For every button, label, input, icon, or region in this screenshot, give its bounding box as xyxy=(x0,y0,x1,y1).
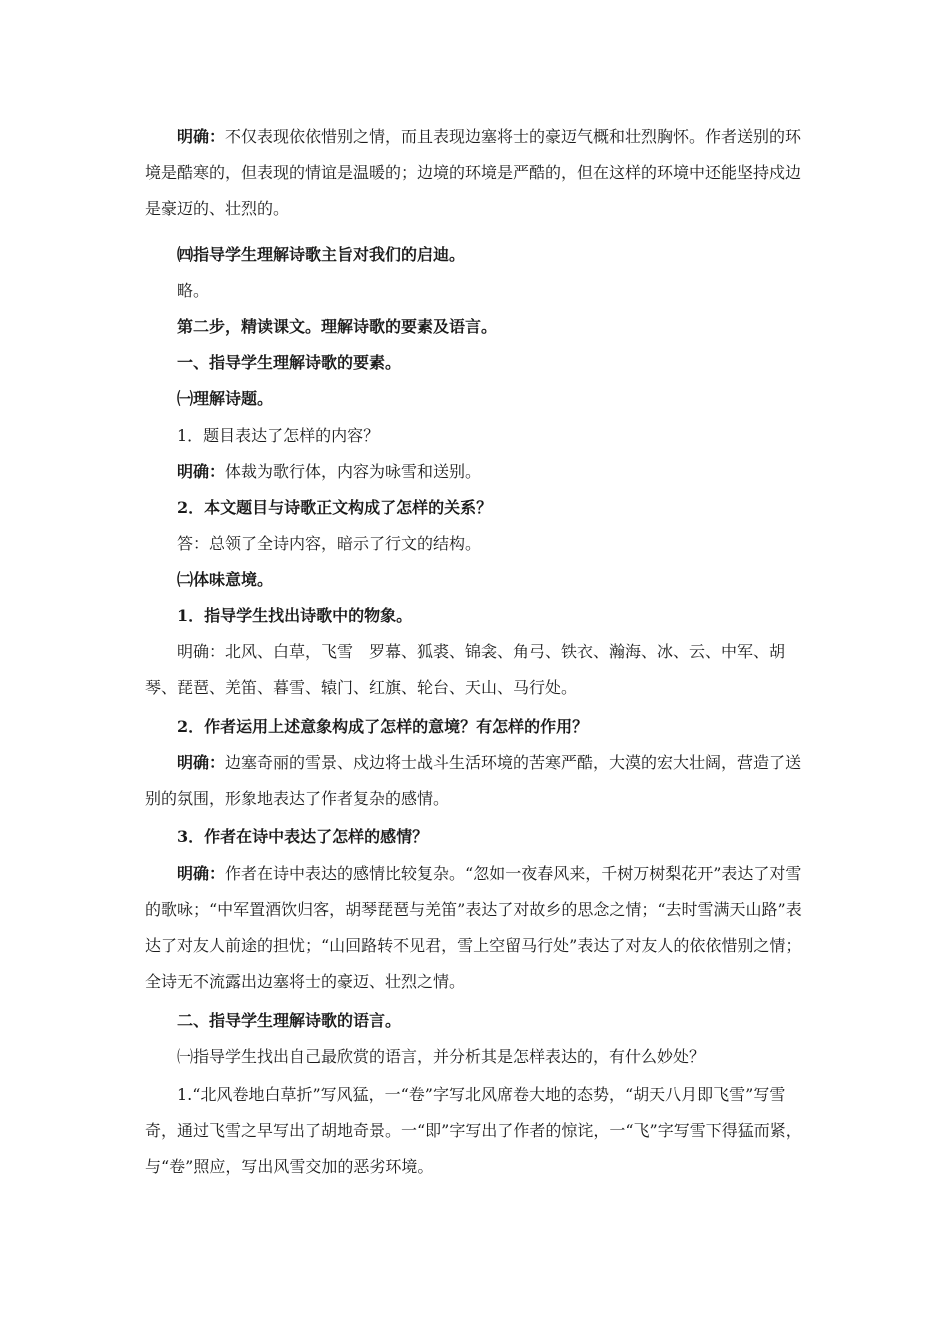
paragraph-mingque-1 xyxy=(145,119,810,227)
heading-section-1: 一、指导学生理解诗歌的要素。 xyxy=(177,353,402,372)
paragraph-text: 不仅表现依依惜别之情，而且表现边塞将士的豪迈气概和壮烈胸怀。作者送别的环境是酷寒的，但表现的情谊是温暖的；边境的环境是严酷的，但在这样的环境中还能坚持戍边是豪迈的、壮烈的。 xyxy=(145,127,802,218)
heading-sub-2: ㈡体味意境。 xyxy=(177,570,274,589)
paragraph-imagery-list: 明确：北风、白草，飞雪 罗幕、狐裘、锦衾、角弓、铁衣、瀚海、冰、云、中军、胡琴、琵琶、羌笛、暮雪、辕门、红旗、轮台、天山、马行处。 xyxy=(145,642,786,697)
paragraph-text: 体裁为歌行体，内容为咏雪和送别。 xyxy=(225,462,482,481)
answer-2: 答：总领了全诗内容，暗示了行文的结构。 xyxy=(177,534,482,553)
question-imagery-3: 3．作者在诗中表达了怎样的感情？ xyxy=(177,827,429,846)
paragraph-mingque-3 xyxy=(145,745,810,817)
heading-sub-1: ㈠理解诗题。 xyxy=(177,389,274,408)
label-mingque: 明确： xyxy=(177,753,226,772)
paragraph-language-intro: ㈠指导学生找出自己最欣赏的语言，并分析其是怎样表达的，有什么妙处？ xyxy=(177,1047,706,1066)
paragraph-text: 边塞奇丽的雪景、戍边将士战斗生活环境的苦寒严酷，大漠的宏大壮阔，营造了送别的氛围，形象地表达了作者复杂的感情。 xyxy=(145,753,802,808)
paragraph-text: 作者在诗中表达的感情比较复杂。“忽如一夜春风来，千树万树梨花开”表达了对雪的歌咏；“中军置酒饮归客，胡琴琵琶与羌笛”表达了对故乡的思念之情；“去时雪满天山路”表达了对友人前途的担忧；“山回路转不见君，雪上空留马行处”表达了对友人的依依惜别之情；全诗无不流露出边塞将士的豪迈、壮烈之情。 xyxy=(145,864,802,991)
label-mingque: 明确： xyxy=(177,462,226,481)
heading-4: ㈣指导学生理解诗歌主旨对我们的启迪。 xyxy=(177,245,466,264)
paragraph-mingque-4 xyxy=(145,856,810,1000)
question-1: 1．题目表达了怎样的内容？ xyxy=(177,426,380,445)
label-mingque: 明确： xyxy=(177,127,226,146)
question-imagery-2: 2．作者运用上述意象构成了怎样的意境？有怎样的作用？ xyxy=(177,717,589,736)
heading-step-2: 第二步，精读课文。理解诗歌的要素及语言。 xyxy=(177,317,498,336)
paragraph-mingque-2 xyxy=(145,454,810,490)
heading-section-2: 二、指导学生理解诗歌的语言。 xyxy=(177,1011,402,1030)
paragraph-language-1: 1.“北风卷地白草折”写风猛，一“卷”字写北风席卷大地的态势，“胡天八月即飞雪”写雪奇，通过飞雪之早写出了胡地奇景。一“即”字写出了作者的惊诧，一“飞”字写雪下得猛而紧，与“卷”照应，写出风雪交加的恶劣环境。 xyxy=(145,1085,802,1176)
question-imagery-1: 1．指导学生找出诗歌中的物象。 xyxy=(177,606,413,625)
label-mingque: 明确： xyxy=(177,864,226,883)
question-2: 2．本文题目与诗歌正文构成了怎样的关系？ xyxy=(177,498,493,517)
paragraph-lue: 略。 xyxy=(177,281,210,300)
